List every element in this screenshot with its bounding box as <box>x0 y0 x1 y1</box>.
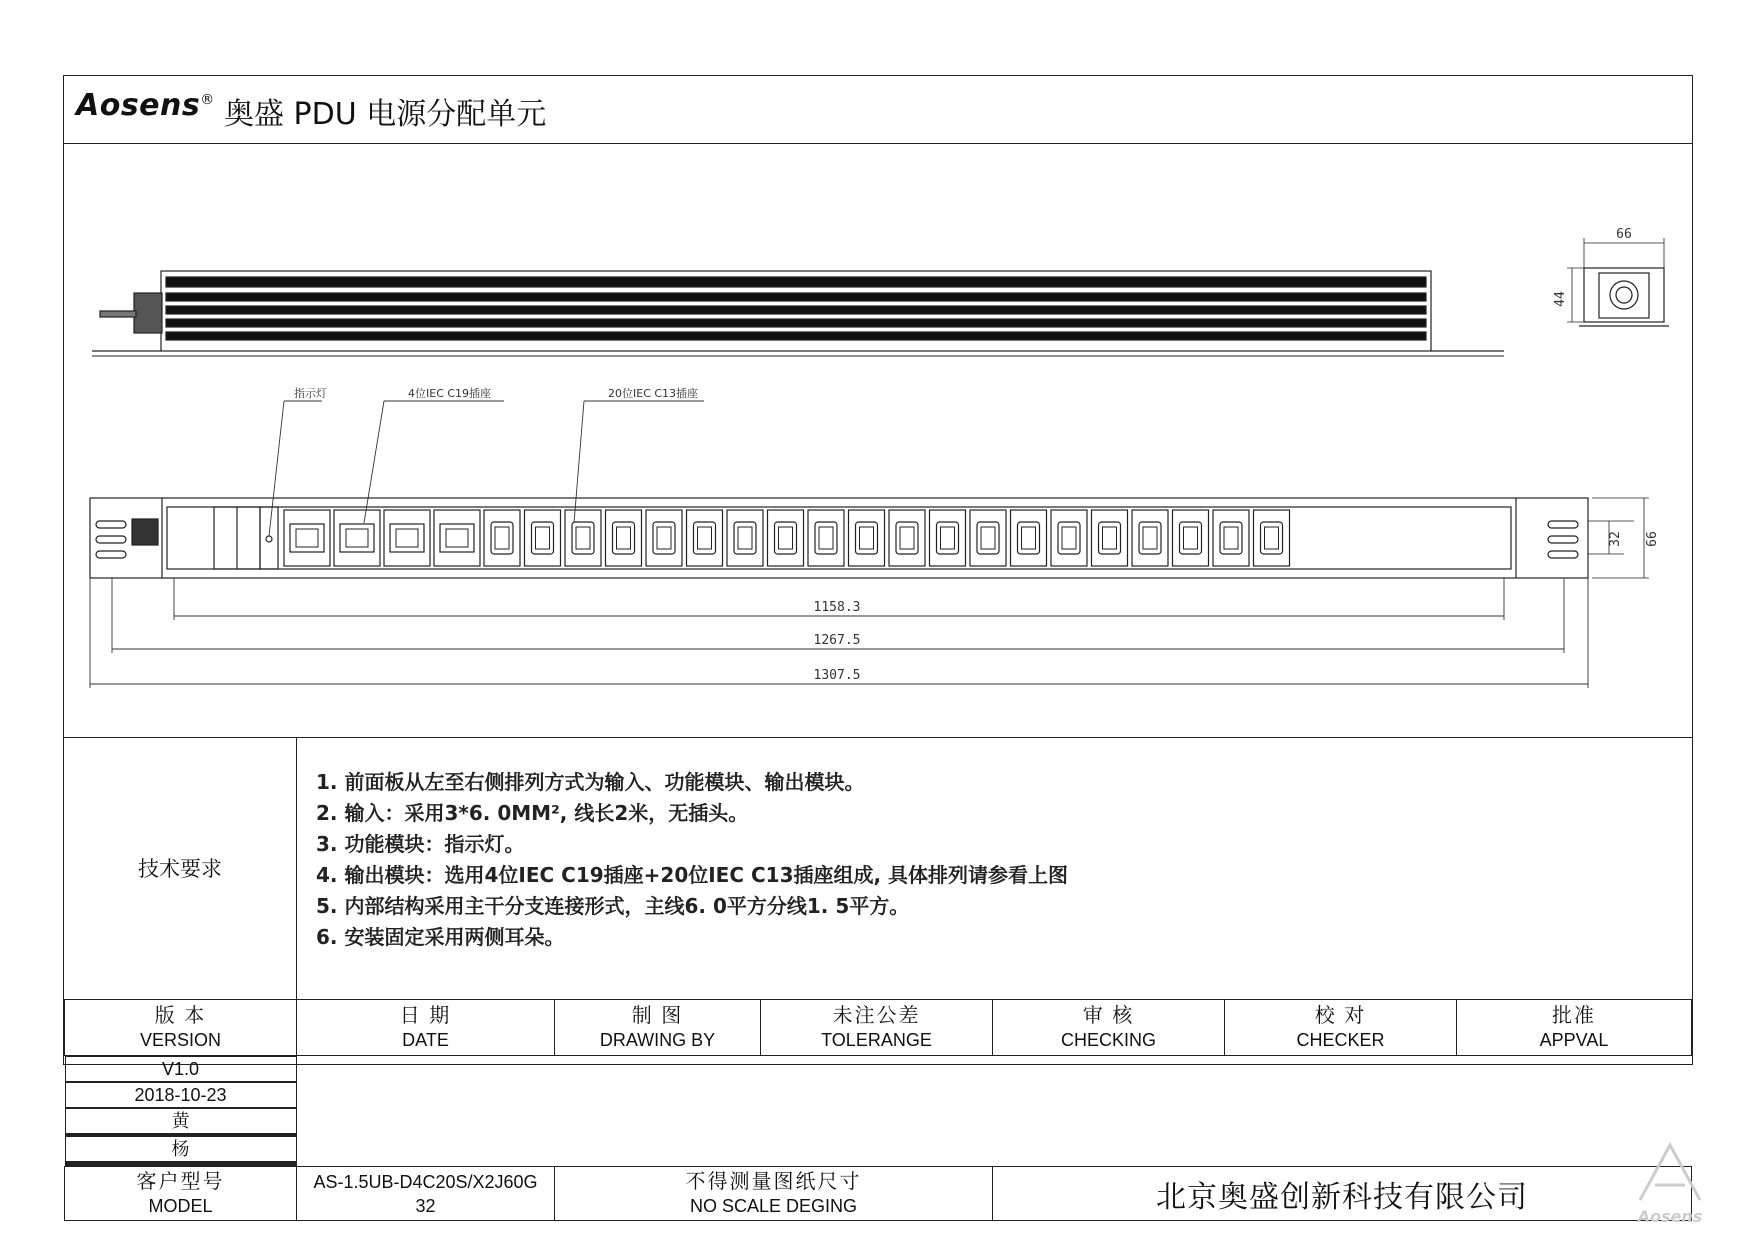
version-header: 版 本 VERSION <box>65 1000 297 1056</box>
c13-socket-icon <box>1051 510 1087 566</box>
c13-socket-icon <box>1254 510 1290 566</box>
c13-socket-icon <box>1173 510 1209 566</box>
c19-socket-icon <box>434 510 480 566</box>
c13-socket-icon <box>525 510 561 566</box>
side-height-label: 44 <box>1553 291 1568 307</box>
drawn-by-value: 黄 <box>65 1108 297 1134</box>
c13-socket-icon <box>808 510 844 566</box>
requirement-item: 6. 安装固定采用两侧耳朵。 <box>316 925 565 949</box>
side-width-label: 66 <box>1616 227 1632 242</box>
outlet-row <box>284 510 1290 566</box>
front-inner-dim: 32 <box>1608 531 1623 547</box>
requirement-item: 2. 输入：采用3*6. 0MM², 线长2米，无插头。 <box>316 801 749 825</box>
c13-socket-icon <box>889 510 925 566</box>
brand-logo <box>76 88 215 123</box>
requirement-item: 5. 内部结构采用主干分支连接形式，主线6. 0平方分线1. 5平方。 <box>316 894 910 918</box>
c13-socket-icon <box>970 510 1006 566</box>
requirement-item: 1. 前面板从左至右侧排列方式为输入、功能模块、输出模块。 <box>316 770 865 794</box>
watermark-text: Aosens <box>1637 1207 1703 1226</box>
front-outer-dim: 66 <box>1645 531 1660 547</box>
requirement-item: 3. 功能模块：指示灯。 <box>316 832 525 856</box>
c19-callout: 4位IEC C19插座 <box>408 387 492 400</box>
model-value: AS-1.5UB-D4C20S/X2J60G 32 <box>297 1167 555 1221</box>
dimension-1158: 1158.3 <box>813 600 861 615</box>
technical-requirements <box>64 737 1692 1000</box>
version-value: V1.0 <box>65 1056 297 1082</box>
brand-name: Aosens <box>76 88 201 123</box>
c13-socket-icon <box>930 510 966 566</box>
c13-socket-icon <box>727 510 763 566</box>
dimension-1307: 1307.5 <box>813 668 861 683</box>
c13-socket-icon <box>1213 510 1249 566</box>
date-header: 日 期 DATE <box>297 1000 555 1056</box>
drawing-sheet <box>63 75 1693 1216</box>
c13-socket-icon <box>1011 510 1047 566</box>
c13-socket-icon <box>484 510 520 566</box>
c19-socket-icon <box>384 510 430 566</box>
c13-socket-icon <box>768 510 804 566</box>
c19-socket-icon <box>284 510 330 566</box>
company-name: 北京奥盛创新科技有限公司 <box>993 1167 1692 1221</box>
c13-socket-icon <box>849 510 885 566</box>
tolerance-header: 未注公差 TOLERANGE <box>761 1000 993 1056</box>
requirements-list <box>316 767 1068 953</box>
drawing-by-header: 制 图 DRAWING BY <box>555 1000 761 1056</box>
registered-mark: ® <box>200 92 215 108</box>
pdu-top-view <box>92 271 1504 356</box>
pdu-side-view <box>1567 238 1669 326</box>
checked-by-value: 杨 <box>65 1136 297 1162</box>
c19-socket-icon <box>334 510 380 566</box>
c13-socket-icon <box>565 510 601 566</box>
page-title: 奥盛 PDU 电源分配单元 <box>224 97 547 132</box>
approval-header: 批准 APPVAL <box>1457 1000 1692 1056</box>
c13-callout: 20位IEC C13插座 <box>608 387 699 400</box>
technical-drawing <box>64 143 1692 738</box>
indicator-callout: 指示灯 <box>294 387 327 400</box>
checking-header: 审 核 CHECKING <box>993 1000 1225 1056</box>
watermark-logo <box>1610 1130 1730 1230</box>
no-scale-note: 不得测量图纸尺寸 NO SCALE DEGING <box>555 1167 993 1221</box>
model-header: 客户型号 MODEL <box>65 1167 297 1221</box>
pdu-drawing-svg <box>64 143 1692 737</box>
requirements-label: 技术要求 <box>64 737 297 999</box>
header-bar <box>64 76 1692 144</box>
c13-socket-icon <box>687 510 723 566</box>
requirement-item: 4. 输出模块：选用4位IEC C19插座+20位IEC C13插座组成, 具体排列请参看上图 <box>316 863 1069 887</box>
date-value: 2018-10-23 <box>65 1082 297 1108</box>
dimension-1267: 1267.5 <box>813 633 861 648</box>
c13-socket-icon <box>1132 510 1168 566</box>
c13-socket-icon <box>1092 510 1128 566</box>
c13-socket-icon <box>606 510 642 566</box>
title-block <box>64 999 1692 1221</box>
checker-header: 校 对 CHECKER <box>1225 1000 1457 1056</box>
c13-socket-icon <box>646 510 682 566</box>
